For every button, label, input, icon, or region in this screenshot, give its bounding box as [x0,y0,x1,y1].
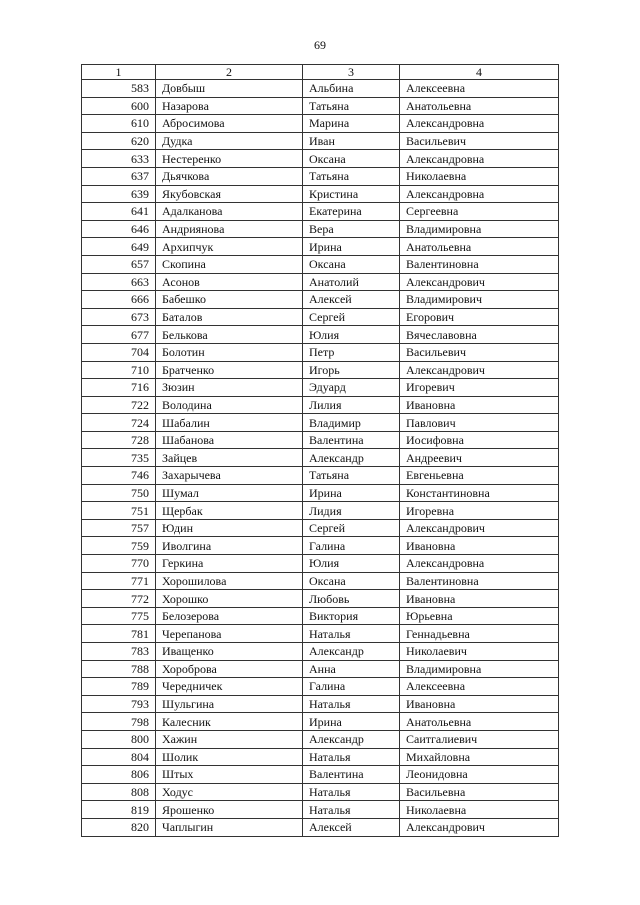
surname-cell: Шолик [156,748,303,766]
first-name-cell: Татьяна [303,97,400,115]
first-name-cell: Екатерина [303,203,400,221]
patronymic-cell: Валентиновна [400,572,559,590]
record-number-cell: 633 [82,150,156,168]
record-number-cell: 600 [82,97,156,115]
patronymic-cell: Александровна [400,150,559,168]
record-number-cell: 746 [82,467,156,485]
record-number-cell: 716 [82,379,156,397]
record-number-cell: 788 [82,660,156,678]
patronymic-cell: Валентиновна [400,255,559,273]
surname-cell: Иващенко [156,643,303,661]
first-name-cell: Алексей [303,291,400,309]
surname-cell: Юдин [156,519,303,537]
patronymic-cell: Ивановна [400,537,559,555]
table-row [82,150,559,168]
patronymic-cell: Ивановна [400,590,559,608]
patronymic-cell: Николаевна [400,801,559,819]
patronymic-cell: Васильевич [400,343,559,361]
surname-cell: Шульгина [156,695,303,713]
record-number-cell: 657 [82,255,156,273]
patronymic-cell: Алексеевна [400,80,559,98]
surname-cell: Якубовская [156,185,303,203]
patronymic-cell: Евгеньевна [400,467,559,485]
surname-cell: Хорошилова [156,572,303,590]
first-name-cell: Марина [303,115,400,133]
first-name-cell: Александр [303,643,400,661]
table-row [82,607,559,625]
first-name-cell: Альбина [303,80,400,98]
patronymic-cell: Александрович [400,519,559,537]
first-name-cell: Лилия [303,396,400,414]
record-number-cell: 804 [82,748,156,766]
first-name-cell: Оксана [303,255,400,273]
surname-cell: Андриянова [156,220,303,238]
record-number-cell: 751 [82,502,156,520]
table-row [82,308,559,326]
header-cell-3: 3 [303,65,400,80]
first-name-cell: Анатолий [303,273,400,291]
table-row [82,343,559,361]
table-row [82,80,559,98]
table-row [82,484,559,502]
first-name-cell: Наталья [303,625,400,643]
record-number-cell: 666 [82,291,156,309]
first-name-cell: Лидия [303,502,400,520]
first-name-cell: Игорь [303,361,400,379]
record-number-cell: 770 [82,555,156,573]
table-row [82,97,559,115]
first-name-cell: Галина [303,678,400,696]
patronymic-cell: Игоревич [400,379,559,397]
table-row [82,695,559,713]
surname-cell: Баталов [156,308,303,326]
table-row [82,801,559,819]
surname-cell: Болотин [156,343,303,361]
record-number-cell: 637 [82,167,156,185]
table-row [82,519,559,537]
first-name-cell: Валентина [303,431,400,449]
patronymic-cell: Вячеславовна [400,326,559,344]
table-row [82,379,559,397]
surname-cell: Ходус [156,783,303,801]
first-name-cell: Ирина [303,238,400,256]
first-name-cell: Александр [303,730,400,748]
patronymic-cell: Сергеевна [400,203,559,221]
record-number-cell: 750 [82,484,156,502]
first-name-cell: Юлия [303,555,400,573]
table-row [82,238,559,256]
surname-cell: Чаплыгин [156,818,303,836]
patronymic-cell: Владимировна [400,220,559,238]
surname-cell: Назарова [156,97,303,115]
surname-cell: Зайцев [156,449,303,467]
table-row [82,396,559,414]
surname-cell: Довбыш [156,80,303,98]
record-number-cell: 673 [82,308,156,326]
table-row [82,467,559,485]
record-number-cell: 781 [82,625,156,643]
header-row [82,65,559,80]
patronymic-cell: Анатольевна [400,97,559,115]
surname-cell: Геркина [156,555,303,573]
first-name-cell: Иван [303,132,400,150]
table-row [82,326,559,344]
surname-cell: Иволгина [156,537,303,555]
first-name-cell: Татьяна [303,167,400,185]
table-row [82,678,559,696]
patronymic-cell: Александрович [400,818,559,836]
record-number-cell: 789 [82,678,156,696]
table-row [82,555,559,573]
table-row [82,132,559,150]
first-name-cell: Анна [303,660,400,678]
first-name-cell: Наталья [303,695,400,713]
first-name-cell: Алексей [303,818,400,836]
record-number-cell: 775 [82,607,156,625]
surname-cell: Хороброва [156,660,303,678]
patronymic-cell: Васильевна [400,783,559,801]
patronymic-cell: Алексеевна [400,678,559,696]
patronymic-cell: Ивановна [400,396,559,414]
patronymic-cell: Анатольевна [400,713,559,731]
surname-cell: Асонов [156,273,303,291]
patronymic-cell: Егорович [400,308,559,326]
first-name-cell: Валентина [303,766,400,784]
patronymic-cell: Александровна [400,115,559,133]
patronymic-cell: Михайловна [400,748,559,766]
first-name-cell: Сергей [303,308,400,326]
record-number-cell: 677 [82,326,156,344]
table-row [82,431,559,449]
record-number-cell: 808 [82,783,156,801]
surname-cell: Скопина [156,255,303,273]
surname-cell: Абросимова [156,115,303,133]
table-row [82,643,559,661]
record-number-cell: 639 [82,185,156,203]
record-number-cell: 728 [82,431,156,449]
header-cell-4: 4 [400,65,559,80]
first-name-cell: Эдуард [303,379,400,397]
table-row [82,291,559,309]
first-name-cell: Ирина [303,484,400,502]
record-number-cell: 649 [82,238,156,256]
surname-cell: Володина [156,396,303,414]
record-number-cell: 710 [82,361,156,379]
first-name-cell: Александр [303,449,400,467]
table-row [82,537,559,555]
table-row [82,203,559,221]
first-name-cell: Вера [303,220,400,238]
table-row [82,590,559,608]
first-name-cell: Кристина [303,185,400,203]
table-row [82,748,559,766]
table-row [82,361,559,379]
first-name-cell: Любовь [303,590,400,608]
table-row [82,625,559,643]
first-name-cell: Наталья [303,801,400,819]
record-number-cell: 757 [82,519,156,537]
surname-cell: Захарычева [156,467,303,485]
first-name-cell: Галина [303,537,400,555]
header-cell-2: 2 [156,65,303,80]
surname-cell: Ярошенко [156,801,303,819]
surname-cell: Щербак [156,502,303,520]
first-name-cell: Петр [303,343,400,361]
first-name-cell: Татьяна [303,467,400,485]
header-cell-1: 1 [82,65,156,80]
first-name-cell: Владимир [303,414,400,432]
surname-cell: Белозерова [156,607,303,625]
record-number-cell: 819 [82,801,156,819]
table-row [82,115,559,133]
patronymic-cell: Иосифовна [400,431,559,449]
table-row [82,730,559,748]
record-number-cell: 646 [82,220,156,238]
surname-cell: Архипчук [156,238,303,256]
record-number-cell: 663 [82,273,156,291]
record-number-cell: 641 [82,203,156,221]
table-body [82,80,559,837]
record-number-cell: 759 [82,537,156,555]
table-row [82,167,559,185]
surname-cell: Чередничек [156,678,303,696]
record-number-cell: 820 [82,818,156,836]
first-name-cell: Юлия [303,326,400,344]
patronymic-cell: Анатольевна [400,238,559,256]
patronymic-cell: Владимирович [400,291,559,309]
patronymic-cell: Игоревна [400,502,559,520]
page-number: 69 [314,38,326,52]
surname-cell: Дьячкова [156,167,303,185]
patronymic-cell: Саитгалиевич [400,730,559,748]
patronymic-cell: Васильевич [400,132,559,150]
surname-cell: Адалканова [156,203,303,221]
record-number-cell: 793 [82,695,156,713]
patronymic-cell: Юрьевна [400,607,559,625]
record-number-cell: 704 [82,343,156,361]
surname-cell: Шабалин [156,414,303,432]
patronymic-cell: Николаевич [400,643,559,661]
patronymic-cell: Александрович [400,361,559,379]
table-row [82,414,559,432]
patronymic-cell: Леонидовна [400,766,559,784]
table-row [82,818,559,836]
record-number-cell: 772 [82,590,156,608]
surname-cell: Зюзин [156,379,303,397]
patronymic-cell: Владимировна [400,660,559,678]
table-row [82,713,559,731]
patronymic-cell: Николаевна [400,167,559,185]
table-row [82,502,559,520]
table-row [82,660,559,678]
table-row [82,255,559,273]
record-number-cell: 771 [82,572,156,590]
record-number-cell: 783 [82,643,156,661]
register-table [81,64,559,837]
first-name-cell: Наталья [303,748,400,766]
surname-cell: Шумал [156,484,303,502]
record-number-cell: 722 [82,396,156,414]
surname-cell: Братченко [156,361,303,379]
surname-cell: Штых [156,766,303,784]
surname-cell: Белькова [156,326,303,344]
patronymic-cell: Геннадьевна [400,625,559,643]
table-row [82,449,559,467]
record-number-cell: 610 [82,115,156,133]
first-name-cell: Наталья [303,783,400,801]
patronymic-cell: Константиновна [400,484,559,502]
record-number-cell: 798 [82,713,156,731]
first-name-cell: Ирина [303,713,400,731]
first-name-cell: Оксана [303,150,400,168]
surname-cell: Калесник [156,713,303,731]
surname-cell: Хорошко [156,590,303,608]
record-number-cell: 724 [82,414,156,432]
surname-cell: Хажин [156,730,303,748]
patronymic-cell: Александровна [400,185,559,203]
record-number-cell: 735 [82,449,156,467]
surname-cell: Нестеренко [156,150,303,168]
patronymic-cell: Павлович [400,414,559,432]
record-number-cell: 583 [82,80,156,98]
record-number-cell: 806 [82,766,156,784]
first-name-cell: Оксана [303,572,400,590]
table-row [82,220,559,238]
patronymic-cell: Александровна [400,555,559,573]
surname-cell: Бабешко [156,291,303,309]
first-name-cell: Виктория [303,607,400,625]
table-row [82,783,559,801]
first-name-cell: Сергей [303,519,400,537]
table-row [82,273,559,291]
table-row [82,185,559,203]
table-row [82,766,559,784]
record-number-cell: 620 [82,132,156,150]
surname-cell: Черепанова [156,625,303,643]
patronymic-cell: Ивановна [400,695,559,713]
patronymic-cell: Андреевич [400,449,559,467]
record-number-cell: 800 [82,730,156,748]
surname-cell: Дудка [156,132,303,150]
table-row [82,572,559,590]
surname-cell: Шабанова [156,431,303,449]
patronymic-cell: Александрович [400,273,559,291]
